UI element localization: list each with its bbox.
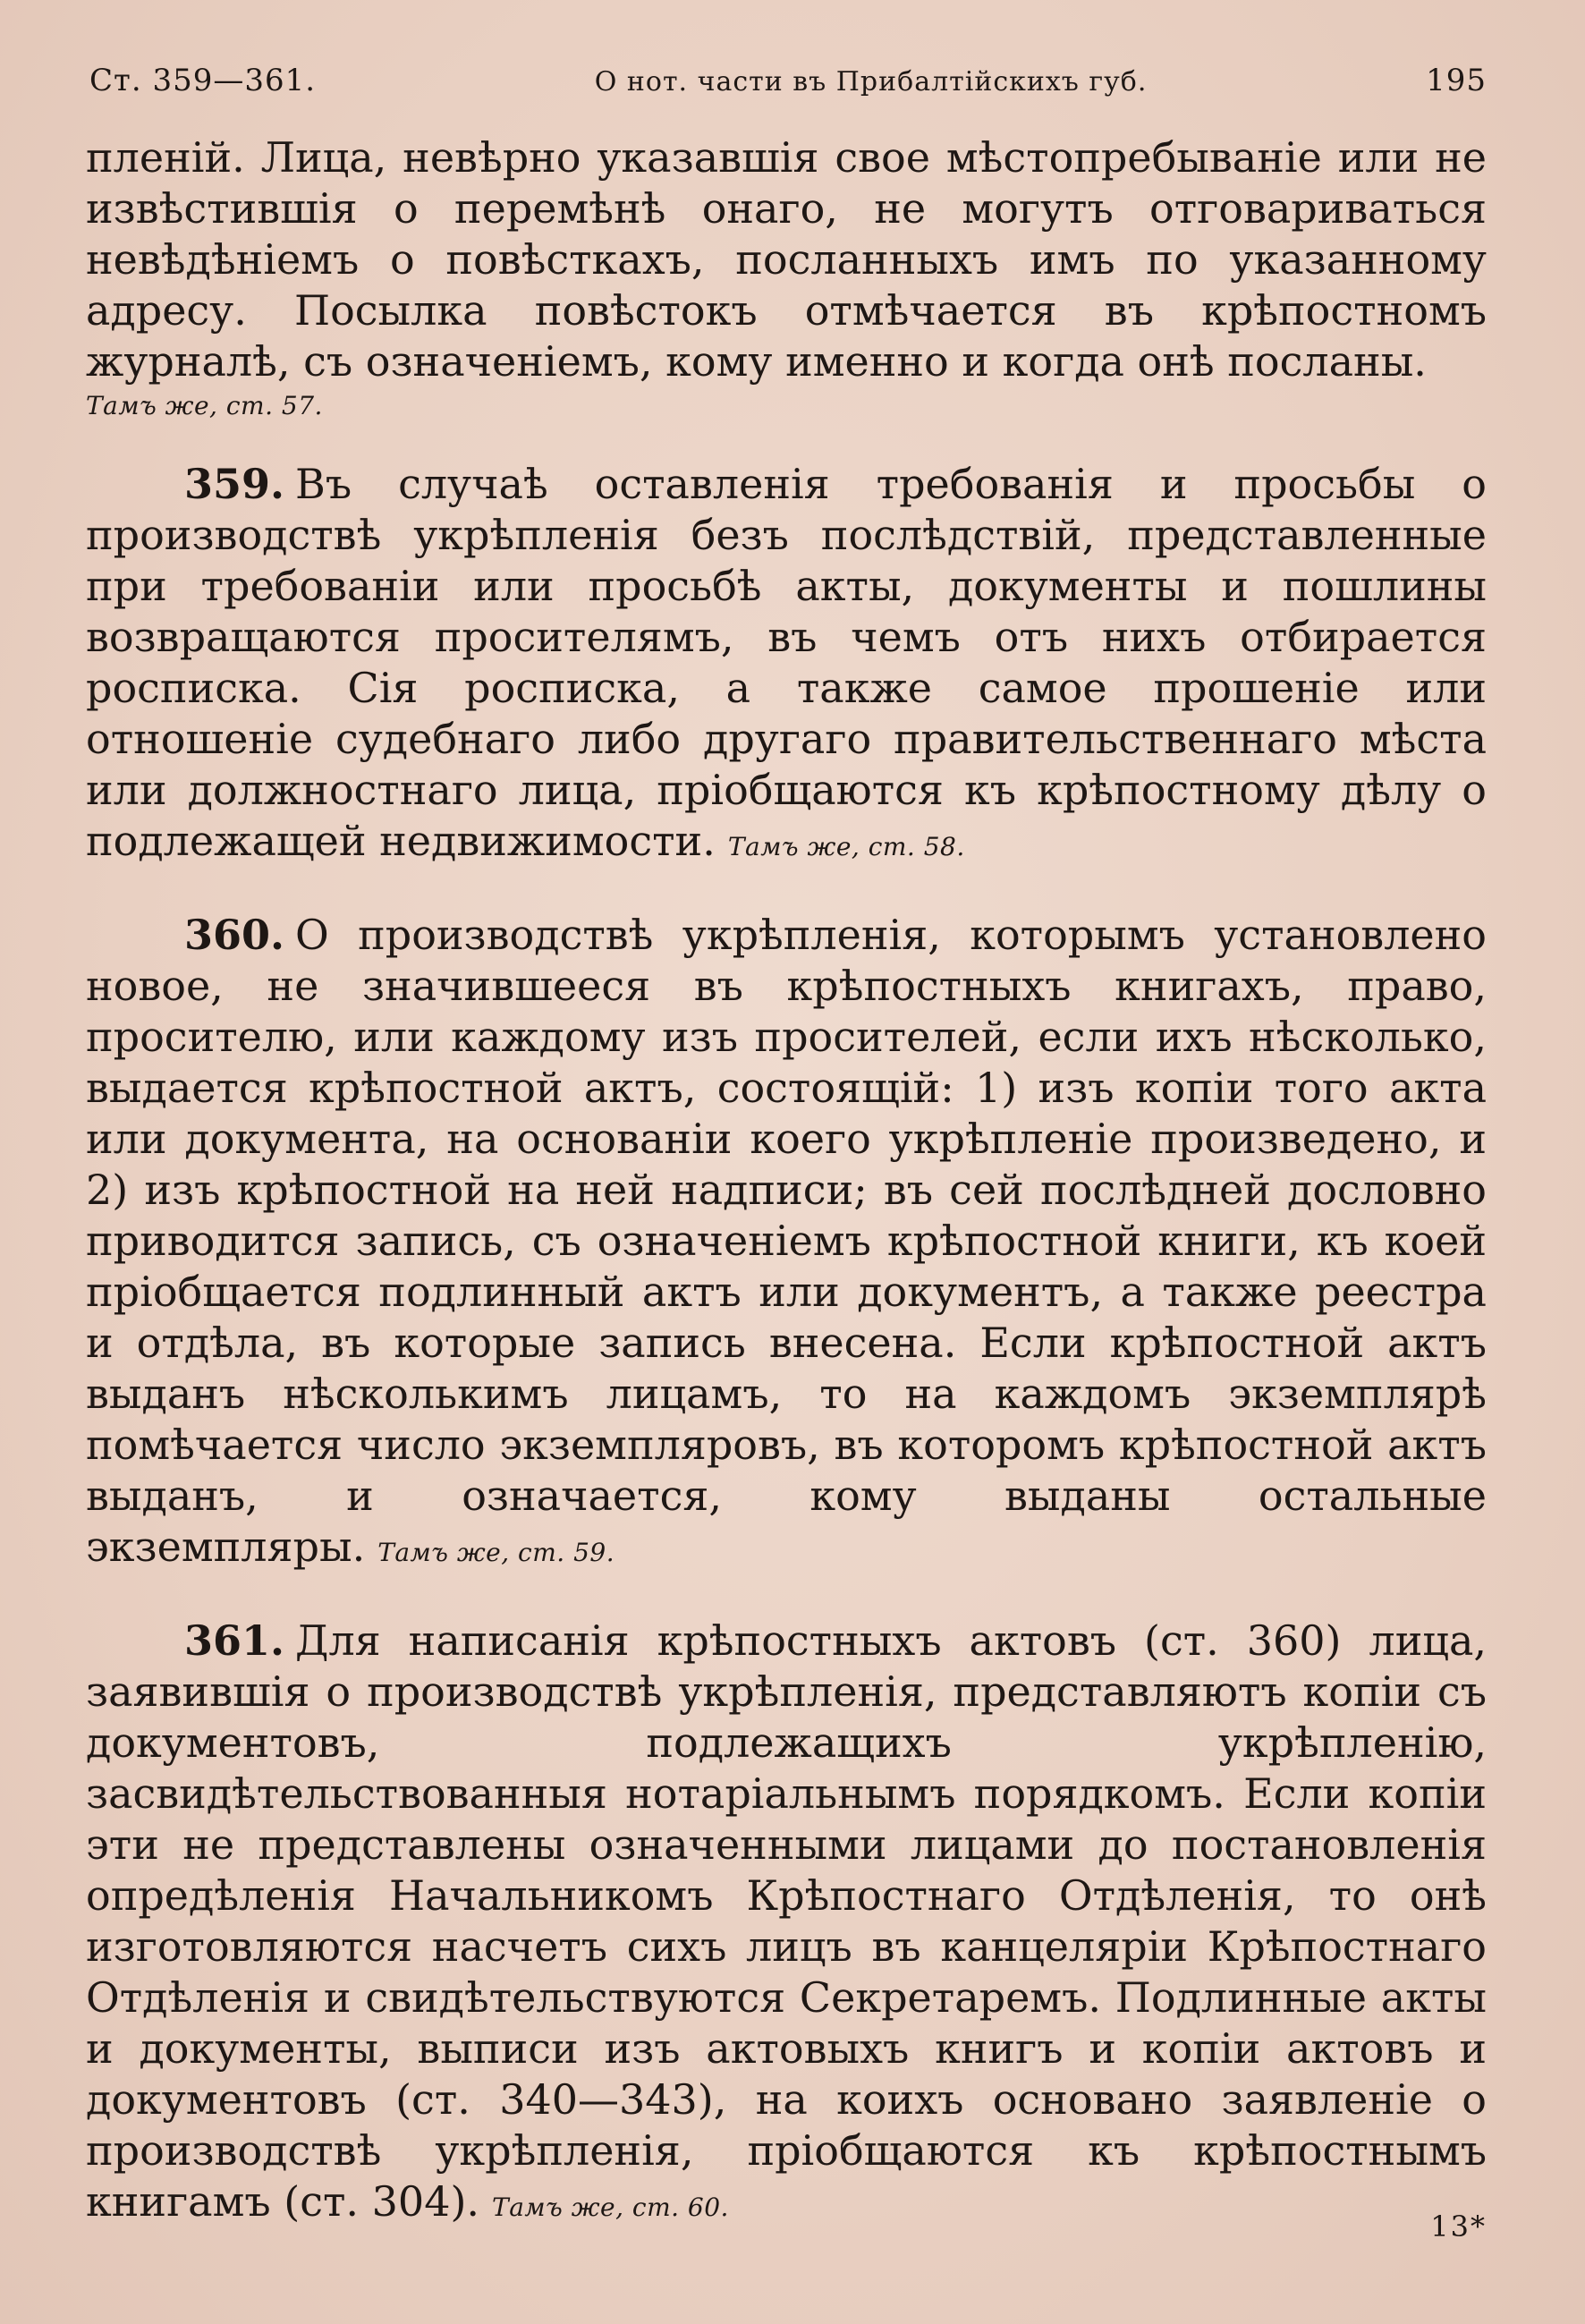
- article-359: [86, 459, 1487, 872]
- source-reference: Тамъ же, ст. 57.: [86, 391, 323, 420]
- article-360: [86, 910, 1487, 1578]
- article-number: 361.: [184, 1616, 285, 1665]
- running-header: [86, 63, 1487, 98]
- source-reference: Тамъ же, ст. 58.: [727, 832, 965, 861]
- source-reference: Тамъ же, ст. 60.: [492, 2193, 729, 2222]
- article-range: Ст. 359—361.: [89, 63, 317, 98]
- article-number: 360.: [184, 911, 285, 959]
- article-text: Для написанія крѣпостныхъ актовъ (ст. 360) лица, заявившія о производствѣ укрѣпленія, представляютъ копіи съ документовъ, подлежащихъ укрѣпленію, засвидѣтельствованныя нотаріальнымъ порядкомъ. Если копіи эти не представлены означенными лицами до постановленія опредѣленія Начальникомъ Крѣпостнаго Отдѣленія, то онѣ изготовляются насчетъ сихъ лицъ въ канцеляріи Крѣпостнаго Отдѣленія и свидѣтельствуются Секретаремъ. Подлинные акты и документы, выписи изъ актовыхъ книгъ и копіи актовъ и документовъ (ст. 340—343), на коихъ основано заявленіе о производствѣ укрѣпленія, пріобщаются къ крѣпостнымъ книгамъ (ст. 304).: [86, 1616, 1487, 2226]
- running-title: О нот. части въ Прибалтійскихъ губ.: [594, 66, 1148, 98]
- page-body: [86, 132, 1487, 2233]
- page-number: 195: [1426, 63, 1487, 98]
- source-reference: Тамъ же, ст. 59.: [377, 1538, 615, 1567]
- printer-signature-mark: 13*: [1430, 2209, 1487, 2243]
- article-text: О производствѣ укрѣпленія, которымъ установлено новое, не значившееся въ крѣпостныхъ книгахъ, право, просителю, или каждому изъ просителей, если ихъ нѣсколько, выдается крѣпостной актъ, состоящій: 1) изъ копіи того акта или документа, на основаніи коего укрѣпленіе произведено, и 2) изъ крѣпостной на ней надписи; въ сей послѣдней дословно приводится запись, съ означеніемъ крѣпостной книги, къ коей пріобщается подлинный актъ или документъ, а также реестра и отдѣла, въ которые запись внесена. Если крѣпостной актъ выданъ нѣсколькимъ лицамъ, то на каждомъ экземплярѣ помѣчается число экземпляровъ, въ которомъ крѣпостной актъ выданъ, и означается, кому выданы остальные экземпляры.: [86, 911, 1487, 1571]
- article-361: [86, 1616, 1487, 2233]
- article-number: 359.: [184, 460, 285, 508]
- continued-paragraph: [86, 132, 1487, 421]
- continued-text: пленій. Лица, невѣрно указавшія свое мѣстопребываніе или не извѣстившія о перемѣнѣ онаго, не могутъ отговариваться невѣдѣніемъ о повѣсткахъ, посланныхъ имъ по указанному адресу. Посылка повѣстокъ отмѣчается въ крѣпостномъ журналѣ, съ означеніемъ, кому именно и когда онѣ посланы.: [86, 133, 1487, 386]
- article-text: Въ случаѣ оставленія требованія и просьбы о производствѣ укрѣпленія безъ послѣдствій, представленные при требованіи или просьбѣ акты, документы и пошлины возвращаются просителямъ, въ чемъ отъ нихъ отбирается росписка. Сія росписка, а также самое прошеніе или отношеніе судебнаго либо другаго правительственнаго мѣста или должностнаго лица, пріобщаются къ крѣпостному дѣлу о подлежащей недвижимости.: [86, 460, 1487, 865]
